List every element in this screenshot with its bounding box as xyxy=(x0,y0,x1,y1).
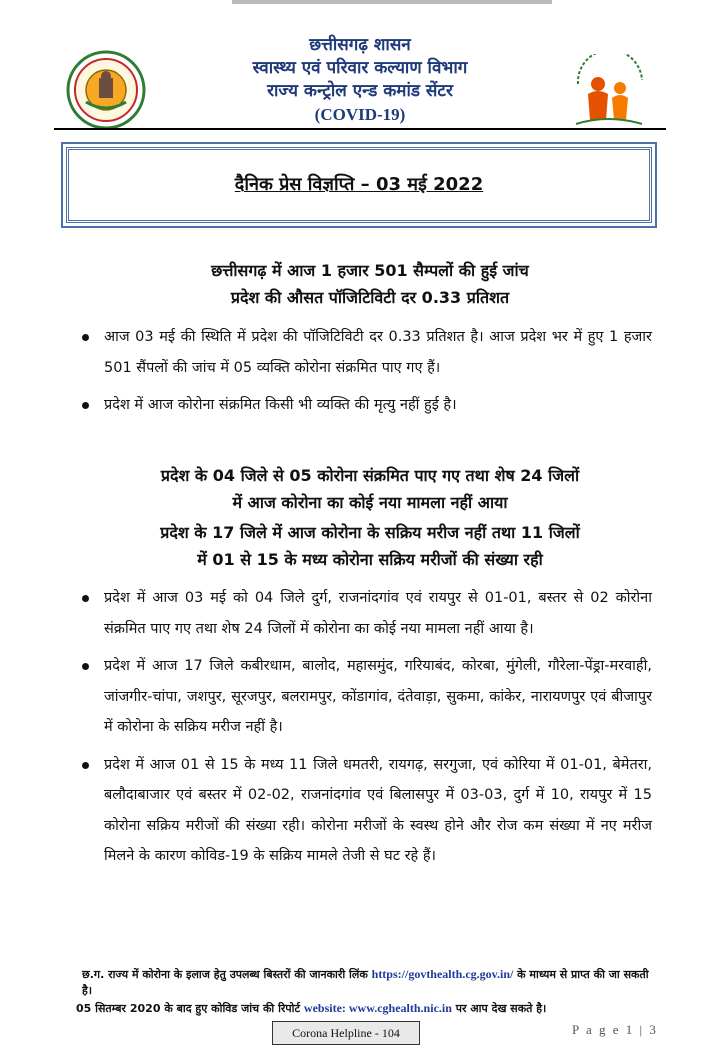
list-item: प्रदेश में आज 17 जिले कबीरधाम, बालोद, महासमुंद, गरियाबंद, कोरबा, मुंगेली, गौरेला-पेंड्रा-मरवाही, जांजगीर-चांपा, जशपुर, सूरजपुर, बलरामपुर, कोंडागांव, दंतेवाड़ा, सुकमा, कांकेर, नारायणपुर एवं बीजापुर में कोरोना के सक्रिय मरीज नहीं है। xyxy=(104,651,652,743)
section2-heading-line2: में आज कोरोना का कोई नया मामला नहीं आया xyxy=(232,493,508,512)
section2-heading xyxy=(70,462,670,573)
government-name: छत्तीसगढ़ शासन xyxy=(309,35,411,55)
cghealth-website-link[interactable]: website: www.cghealth.nic.in xyxy=(303,1001,452,1015)
covid-label: (COVID-19) xyxy=(314,105,406,124)
list-item: प्रदेश में आज 03 मई को 04 जिले दुर्ग, राजनांदगांव एवं रायपुर से 01-01, बस्तर से 02 कोरोना संक्रमित पाए गए तथा शेष 24 जिलों में कोरोना का कोई नया मामला नहीं आया है। xyxy=(104,583,652,644)
title-box xyxy=(66,147,652,223)
section1-heading-line2: प्रदेश की औसत पॉजिटिविटी दर 0.33 प्रतिशत xyxy=(230,288,510,307)
report-info-note: 05 सितम्बर 2020 के बाद हुए कोविड जांच की रिपोर्ट website: www.cghealth.nic.in पर आप देख सकते है। xyxy=(76,1001,547,1015)
bullet-icon xyxy=(82,762,89,769)
section1-bullets xyxy=(104,322,652,428)
letterhead-text xyxy=(190,34,530,126)
bullet-icon xyxy=(82,663,89,670)
section2-bullets xyxy=(104,583,652,879)
beds-info-note: छ.ग. राज्य में कोरोना के इलाज हेतु उपलब्ध बिस्तरों की जानकारी लिंक https://govthealth.cg.gov.in/ के माध्यम से प्राप्त की जा सकती है। xyxy=(82,967,649,997)
page-number: P a g e 1 | 3 xyxy=(572,1022,658,1037)
section2-heading-line4: में 01 से 15 के मध्य कोरोना सक्रिय मरीजों की संख्या रही xyxy=(197,550,543,569)
letterhead xyxy=(0,28,720,128)
swasth-chhattisgarh-logo-icon xyxy=(562,54,654,144)
list-item: प्रदेश में आज 01 से 15 के मध्य 11 जिले धमतरी, रायगढ़, सरगुजा, एवं कोरिया में 01-01, बेमेतरा, बलौदाबाजार एवं बस्तर में 02-02, राजनांदगांव एवं बिलासपुर में 03-03, दुर्ग में 10, रायपुर में 15 कोरोना सक्रिय मरीजों की संख्या रही। कोरोना मरीजों के स्वस्थ होने और रोज कम संख्या में नए मरीज मिलने के कारण कोविड-19 के सक्रिय मामले तेजी से घट रहे हैं। xyxy=(104,750,652,872)
bullet-icon xyxy=(82,334,89,341)
top-edge-mark xyxy=(232,0,552,4)
section1-heading xyxy=(70,257,670,311)
list-item: प्रदेश में आज कोरोना संक्रमित किसी भी व्यक्ति की मृत्यु नहीं हुई है। xyxy=(104,390,652,421)
helpline-box: Corona Helpline - 104 xyxy=(272,1021,420,1045)
control-centre-name: राज्य कन्ट्रोल एन्ड कमांड सेंटर xyxy=(267,81,453,101)
department-name: स्वास्थ्य एवं परिवार कल्याण विभाग xyxy=(252,58,468,78)
bullet-icon xyxy=(82,402,89,409)
chhattisgarh-emblem-icon xyxy=(66,50,146,130)
bullet-icon xyxy=(82,595,89,602)
section1-heading-line1: छत्तीसगढ़ में आज 1 हजार 501 सैम्पलों की हुई जांच xyxy=(211,261,529,280)
header-divider xyxy=(54,128,666,130)
govthealth-link[interactable]: https://govthealth.cg.gov.in/ xyxy=(371,967,514,981)
section2-heading-line1: प्रदेश के 04 जिले से 05 कोरोना संक्रमित पाए गए तथा शेष 24 जिलों xyxy=(160,466,580,485)
list-item: आज 03 मई की स्थिति में प्रदेश की पॉजिटिविटी दर 0.33 प्रतिशत है। आज प्रदेश भर में हुए 1 हजार 501 सैंपलों की जांच में 05 व्यक्ति कोरोना संक्रमित पाए गए हैं। xyxy=(104,322,652,383)
press-release-title: दैनिक प्रेस विज्ञप्ति – 03 मई 2022 xyxy=(234,174,484,195)
section2-heading-line3: प्रदेश के 17 जिले में आज कोरोना के सक्रिय मरीज नहीं तथा 11 जिलों xyxy=(160,523,580,542)
